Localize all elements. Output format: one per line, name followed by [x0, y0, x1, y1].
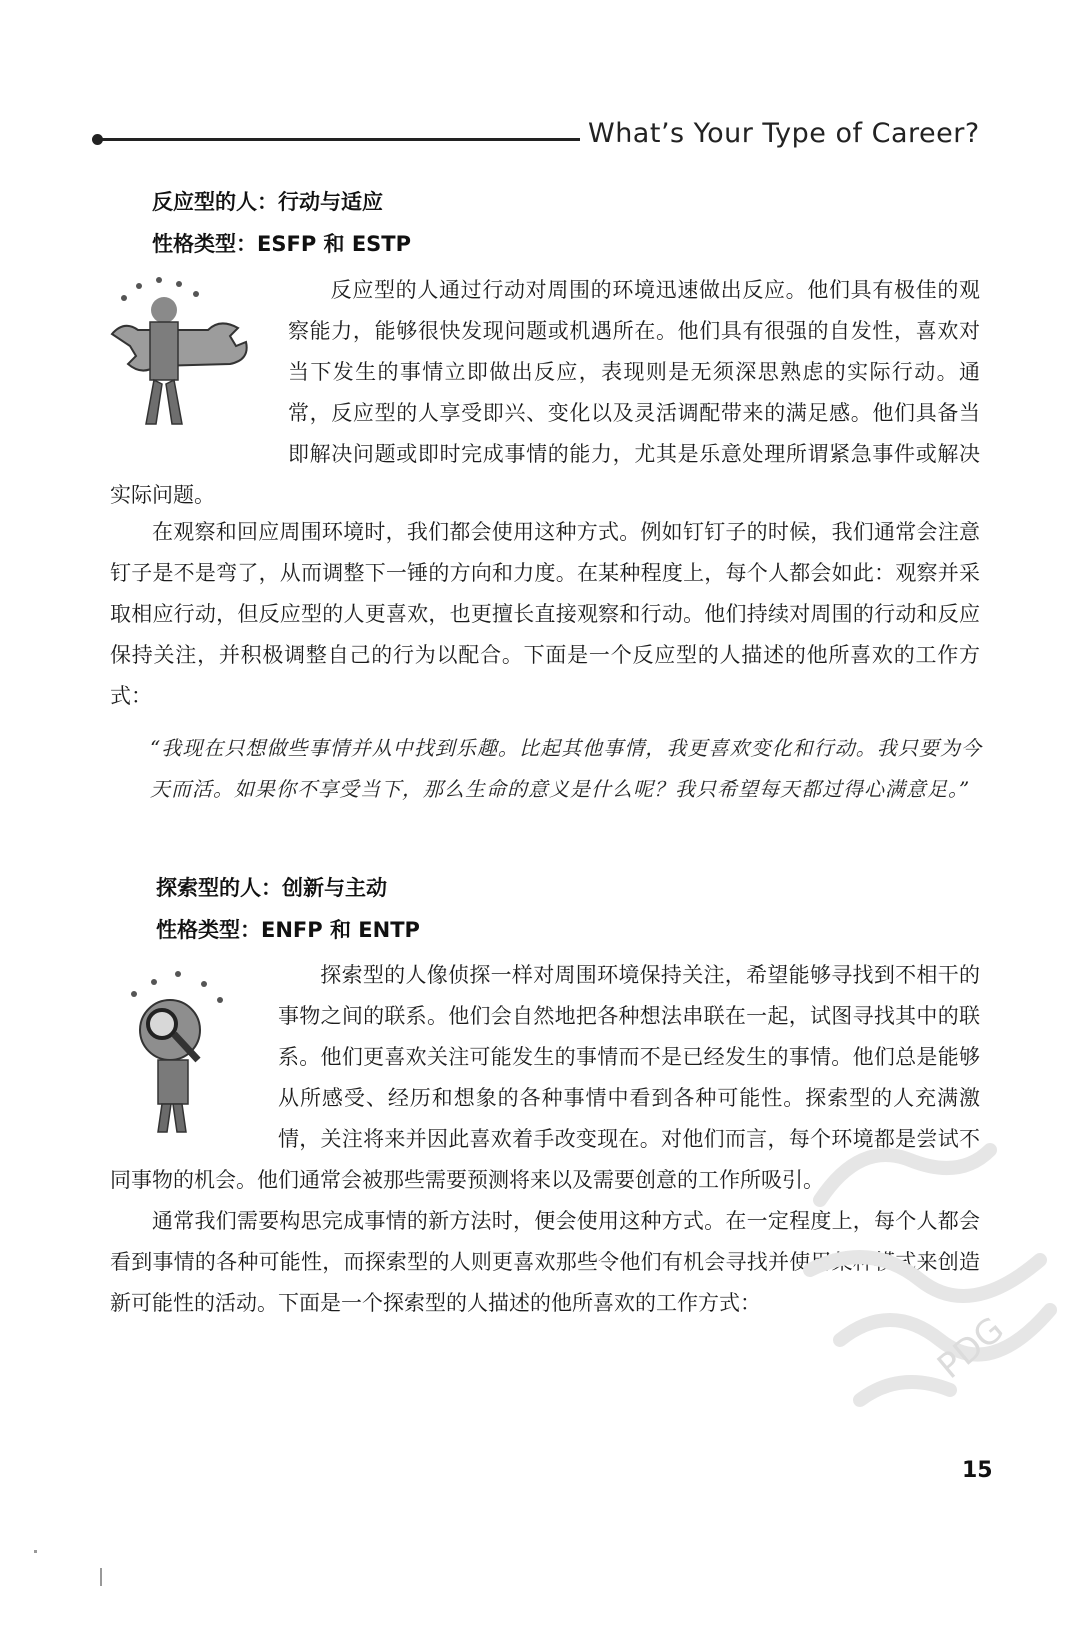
watermark-text: PDG: [930, 1309, 1012, 1387]
scan-edge-mark: [100, 1568, 102, 1586]
pdg-watermark: [780, 1080, 1080, 1460]
section2-paragraph-1-text: 探索型的人像侦探一样对周围环境保持关注，希望能够寻找到不相干的事物之间的联系。他们会自然地把各种想法串联在一起，试图寻找其中的联系。他们更喜欢关注可能发生的事情而不是已经发生的事情。他们总是能够从所感受、经历和想象的各种事情中看到各种可能性。探索型的人充满激情，关注将来并因此喜欢着手改变现在。对他们而言，每个环境都是尝试不同事物的机会。他们通常会被那些需要预测将来以及需要创意的工作所吸引。: [110, 963, 980, 1192]
section2-heading: 探索型的人：创新与主动: [156, 876, 387, 900]
section1-quote: “我现在只想做些事情并从中找到乐趣。比起其他事情，我更喜欢变化和行动。我只要为今天而活。如果你不享受当下，那么生命的意义是什么呢？我只希望每天都过得心满意足。”: [150, 736, 982, 801]
section1-paragraph-2: 在观察和回应周围环境时，我们都会使用这种方式。例如钉钉子的时候，我们通常会注意钉子是不是弯了，从而调整下一锤的方向和力度。在某种程度上，每个人都会如此：观察并采取相应行动，但反应型的人更喜欢，也更擅长直接观察和行动。他们持续对周围的行动和反应保持关注，并积极调整自己的行为以配合。下面是一个反应型的人描述的他所喜欢的工作方式：: [110, 520, 980, 708]
section1-heading: 反应型的人：行动与适应: [152, 190, 383, 214]
header-rule: [96, 138, 580, 141]
page-number: 15: [962, 1458, 993, 1483]
section1-types: 性格类型：ESFP 和 ESTP: [152, 232, 412, 256]
running-header: What’s Your Type of Career?: [588, 118, 980, 149]
wrench-figure-icon: [104, 272, 254, 432]
section1-paragraph-1-text: 反应型的人通过行动对周围的环境迅速做出反应。他们具有极佳的观察能力，能够很快发现问题或机遇所在。他们具有很强的自发性，喜欢对当下发生的事情立即做出反应，表现则是无须深思熟虑的实际行动。通常，反应型的人享受即兴、变化以及灵活调配带来的满足感。他们具备当即解决问题或即时完成事情的能力，尤其是乐意处理所谓紧急事件或解决实际问题。: [110, 278, 980, 507]
section2-types: 性格类型：ENFP 和 ENTP: [156, 918, 420, 942]
magnifier-figure-icon: [118, 968, 258, 1138]
section2-paragraph-2: 通常我们需要构思完成事情的新方法时，便会使用这种方式。在一定程度上，每个人都会看到事情的各种可能性，而探索型的人则更喜欢那些令他们有机会寻找并使用某种模式来创造新可能性的活动。下面是一个探索型的人描述的他所喜欢的工作方式：: [110, 1209, 980, 1315]
scan-dust-mark: [34, 1550, 37, 1553]
